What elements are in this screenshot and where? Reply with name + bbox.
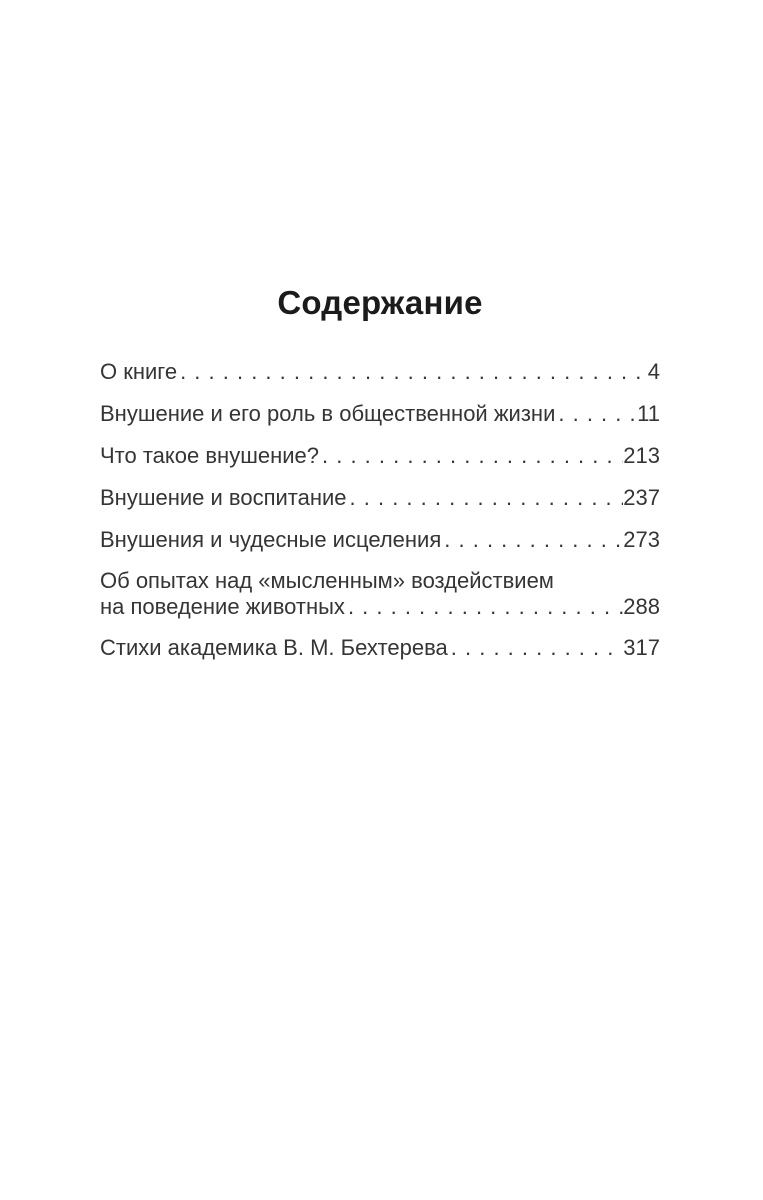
toc-page-number: 11 bbox=[637, 401, 660, 426]
toc-entry-label-line1: Об опытах над «мысленным» воздействием bbox=[100, 568, 554, 593]
toc-entry bbox=[100, 442, 660, 470]
toc-entry-label: Внушения и чудесные исцеления bbox=[100, 527, 442, 552]
dot-leader bbox=[180, 358, 648, 386]
toc-page-number: 273 bbox=[623, 527, 660, 552]
toc-entry-line2 bbox=[100, 594, 660, 620]
dot-leader bbox=[322, 442, 623, 470]
toc-entry-label: О книге bbox=[100, 359, 178, 384]
toc-page-number: 317 bbox=[623, 635, 660, 660]
toc-page-number: 288 bbox=[623, 594, 660, 619]
toc-entry bbox=[100, 400, 660, 428]
toc-list bbox=[100, 358, 660, 662]
dot-leader bbox=[558, 400, 637, 428]
toc-entry bbox=[100, 484, 660, 512]
toc-entry-label: Внушение и его роль в общественной жизни bbox=[100, 401, 556, 426]
toc-entry-label: Стихи академика В. М. Бехтерева bbox=[100, 635, 448, 660]
toc-entry-label: Что такое внушение? bbox=[100, 443, 319, 468]
toc-entry-label-line2: на поведение животных bbox=[100, 594, 345, 619]
toc-page-number: 237 bbox=[623, 485, 660, 510]
dot-leader bbox=[451, 634, 624, 662]
toc-entry-label: Внушение и воспитание bbox=[100, 485, 347, 510]
toc-entry bbox=[100, 634, 660, 662]
toc-entry bbox=[100, 526, 660, 554]
toc-entry bbox=[100, 568, 660, 620]
dot-leader bbox=[350, 484, 624, 512]
toc-entry bbox=[100, 358, 660, 386]
dot-leader bbox=[444, 526, 623, 554]
toc-page-number: 213 bbox=[623, 443, 660, 468]
page-title: Содержание bbox=[277, 284, 483, 321]
toc-page-number: 4 bbox=[647, 359, 660, 384]
dot-leader bbox=[348, 594, 623, 620]
